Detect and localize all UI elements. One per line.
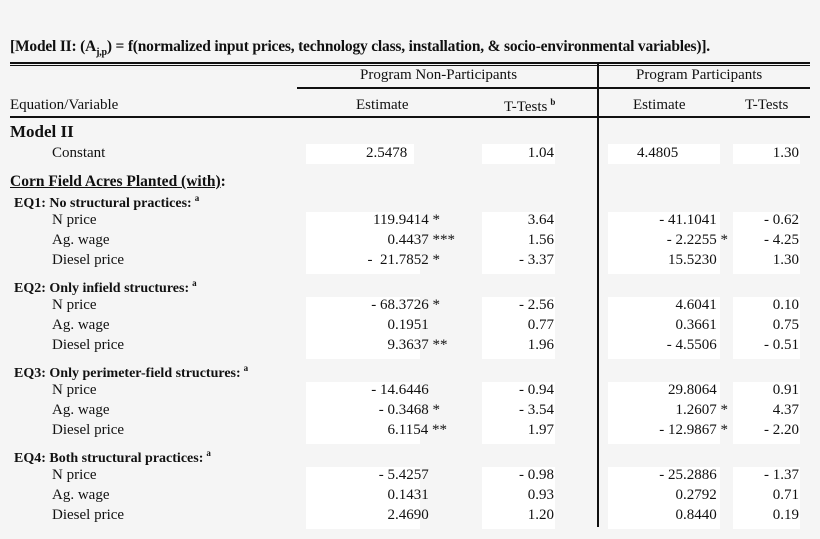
- section-label-text: Corn Field Acres Planted (with): [10, 173, 221, 190]
- value-t-p: - 0.51: [764, 337, 799, 353]
- row-label: Ag. wage: [52, 232, 110, 248]
- value-t-np: 1.56: [527, 232, 554, 248]
- equation-label: EQ4: Both structural practices:: [14, 451, 204, 466]
- col-header-variable: Equation/Variable: [10, 97, 119, 113]
- value-est-p: - 25.2886: [659, 467, 717, 483]
- value-est-np: - 68.3726 *: [371, 297, 440, 313]
- row-label-constant: Constant: [52, 145, 106, 161]
- col-header-estimate-p: Estimate: [633, 97, 686, 113]
- section-colon: :: [220, 173, 226, 190]
- value-t-np: - 3.54: [519, 402, 554, 418]
- value-t-p: 0.10: [772, 297, 799, 313]
- group-underline: [297, 87, 810, 89]
- footnote-a: a: [192, 278, 197, 288]
- section-label: [10, 173, 226, 191]
- constant-est-np: 2.5478: [366, 145, 408, 161]
- row-label: N price: [52, 297, 97, 313]
- value-t-np: 1.97: [527, 422, 554, 438]
- value-est-p: - 41.1041: [659, 212, 717, 228]
- constant-t-np: 1.04: [527, 145, 554, 161]
- table-title: [10, 38, 710, 58]
- value-t-np: - 3.37: [519, 252, 554, 268]
- row-label: N price: [52, 212, 97, 228]
- value-t-p: 0.91: [772, 382, 799, 398]
- value-t-p: - 0.62: [764, 212, 799, 228]
- row-label: N price: [52, 467, 97, 483]
- value-t-p: 0.19: [772, 507, 799, 523]
- value-est-p: - 4.5506: [666, 337, 717, 353]
- value-est-np: 119.9414 *: [373, 212, 440, 228]
- row-label: Diesel price: [52, 507, 125, 523]
- group-header-participants: Program Participants: [636, 67, 763, 83]
- value-t-np: - 2.56: [519, 297, 554, 313]
- value-t-np: 3.64: [527, 212, 554, 228]
- value-est-np: 9.3637 **: [387, 337, 448, 353]
- value-t-p: 0.71: [772, 487, 799, 503]
- value-est-np: - 14.6446: [371, 382, 429, 398]
- footnote-a: a: [206, 448, 211, 458]
- top-rule-2: [10, 65, 810, 66]
- value-est-np: 0.1431: [387, 487, 429, 503]
- col-header-ttest-p: T-Tests: [745, 97, 789, 113]
- col-header-estimate-np: Estimate: [356, 97, 409, 113]
- row-label: Diesel price: [52, 422, 125, 438]
- footnote-b: b: [550, 97, 556, 107]
- equation-header: [14, 193, 199, 212]
- row-label: Diesel price: [52, 337, 125, 353]
- title-subscript: j,p: [96, 47, 107, 59]
- equation-label: EQ2: Only infield structures:: [14, 281, 190, 296]
- value-est-np: 0.4437 ***: [387, 232, 455, 248]
- value-est-p: 0.3661: [675, 317, 717, 333]
- row-label: Ag. wage: [52, 317, 110, 333]
- row-label: N price: [52, 382, 97, 398]
- value-t-np: 1.96: [527, 337, 554, 353]
- value-est-p: 15.5230: [668, 252, 717, 268]
- value-t-np: 1.20: [527, 507, 554, 523]
- footnote-a: a: [194, 193, 200, 203]
- equation-header: [14, 363, 248, 382]
- value-est-np: - 5.4257: [378, 467, 429, 483]
- header-bottom-rule: [10, 116, 810, 118]
- value-t-np: - 0.98: [519, 467, 554, 483]
- equation-header: [14, 448, 211, 467]
- value-est-np: - 21.7852 *: [367, 252, 440, 268]
- equation-label: EQ3: Only perimeter-field structures:: [14, 366, 241, 381]
- value-t-np: 0.77: [527, 317, 554, 333]
- equation-header: [14, 278, 197, 297]
- value-est-np: 2.4690: [387, 507, 429, 523]
- constant-t-p: 1.30: [772, 145, 799, 161]
- value-t-p: 0.75: [772, 317, 799, 333]
- model-label: Model II: [10, 122, 74, 141]
- value-est-p: 4.6041: [675, 297, 717, 313]
- value-est-p: 0.2792: [675, 487, 717, 503]
- constant-est-p: 4.4805: [637, 145, 679, 161]
- row-label: Diesel price: [52, 252, 125, 268]
- vertical-divider: [597, 64, 599, 527]
- value-t-p: 4.37: [772, 402, 799, 418]
- value-est-p: 29.8064: [668, 382, 717, 398]
- row-label: Ag. wage: [52, 487, 110, 503]
- col-header-ttest-np: [504, 97, 555, 116]
- value-est-p: 1.2607 *: [675, 402, 728, 418]
- value-t-p: 1.30: [772, 252, 799, 268]
- value-t-np: - 0.94: [519, 382, 554, 398]
- value-t-p: - 1.37: [764, 467, 799, 483]
- value-est-np: 6.1154 **: [387, 422, 447, 438]
- value-est-p: 0.8440: [675, 507, 717, 523]
- value-t-p: - 2.20: [764, 422, 799, 438]
- top-rule-1: [10, 62, 810, 64]
- ttest-np-label: T-Tests: [504, 99, 548, 115]
- value-est-np: 0.1951: [387, 317, 429, 333]
- value-t-np: 0.93: [527, 487, 554, 503]
- value-est-p: - 12.9867 *: [659, 422, 728, 438]
- title-prefix: [Model II: (A: [10, 38, 97, 55]
- title-suffix: ) = f(normalized input prices, technology class, installation, & socio-environmental variables)].: [106, 38, 710, 55]
- value-est-p: - 2.2255 *: [666, 232, 728, 248]
- group-header-non-participants: Program Non-Participants: [360, 67, 518, 83]
- footnote-a: a: [243, 363, 249, 373]
- value-t-p: - 4.25: [764, 232, 799, 248]
- value-est-np: - 0.3468 *: [378, 402, 440, 418]
- equation-label: EQ1: No structural practices:: [14, 196, 192, 211]
- row-label: Ag. wage: [52, 402, 110, 418]
